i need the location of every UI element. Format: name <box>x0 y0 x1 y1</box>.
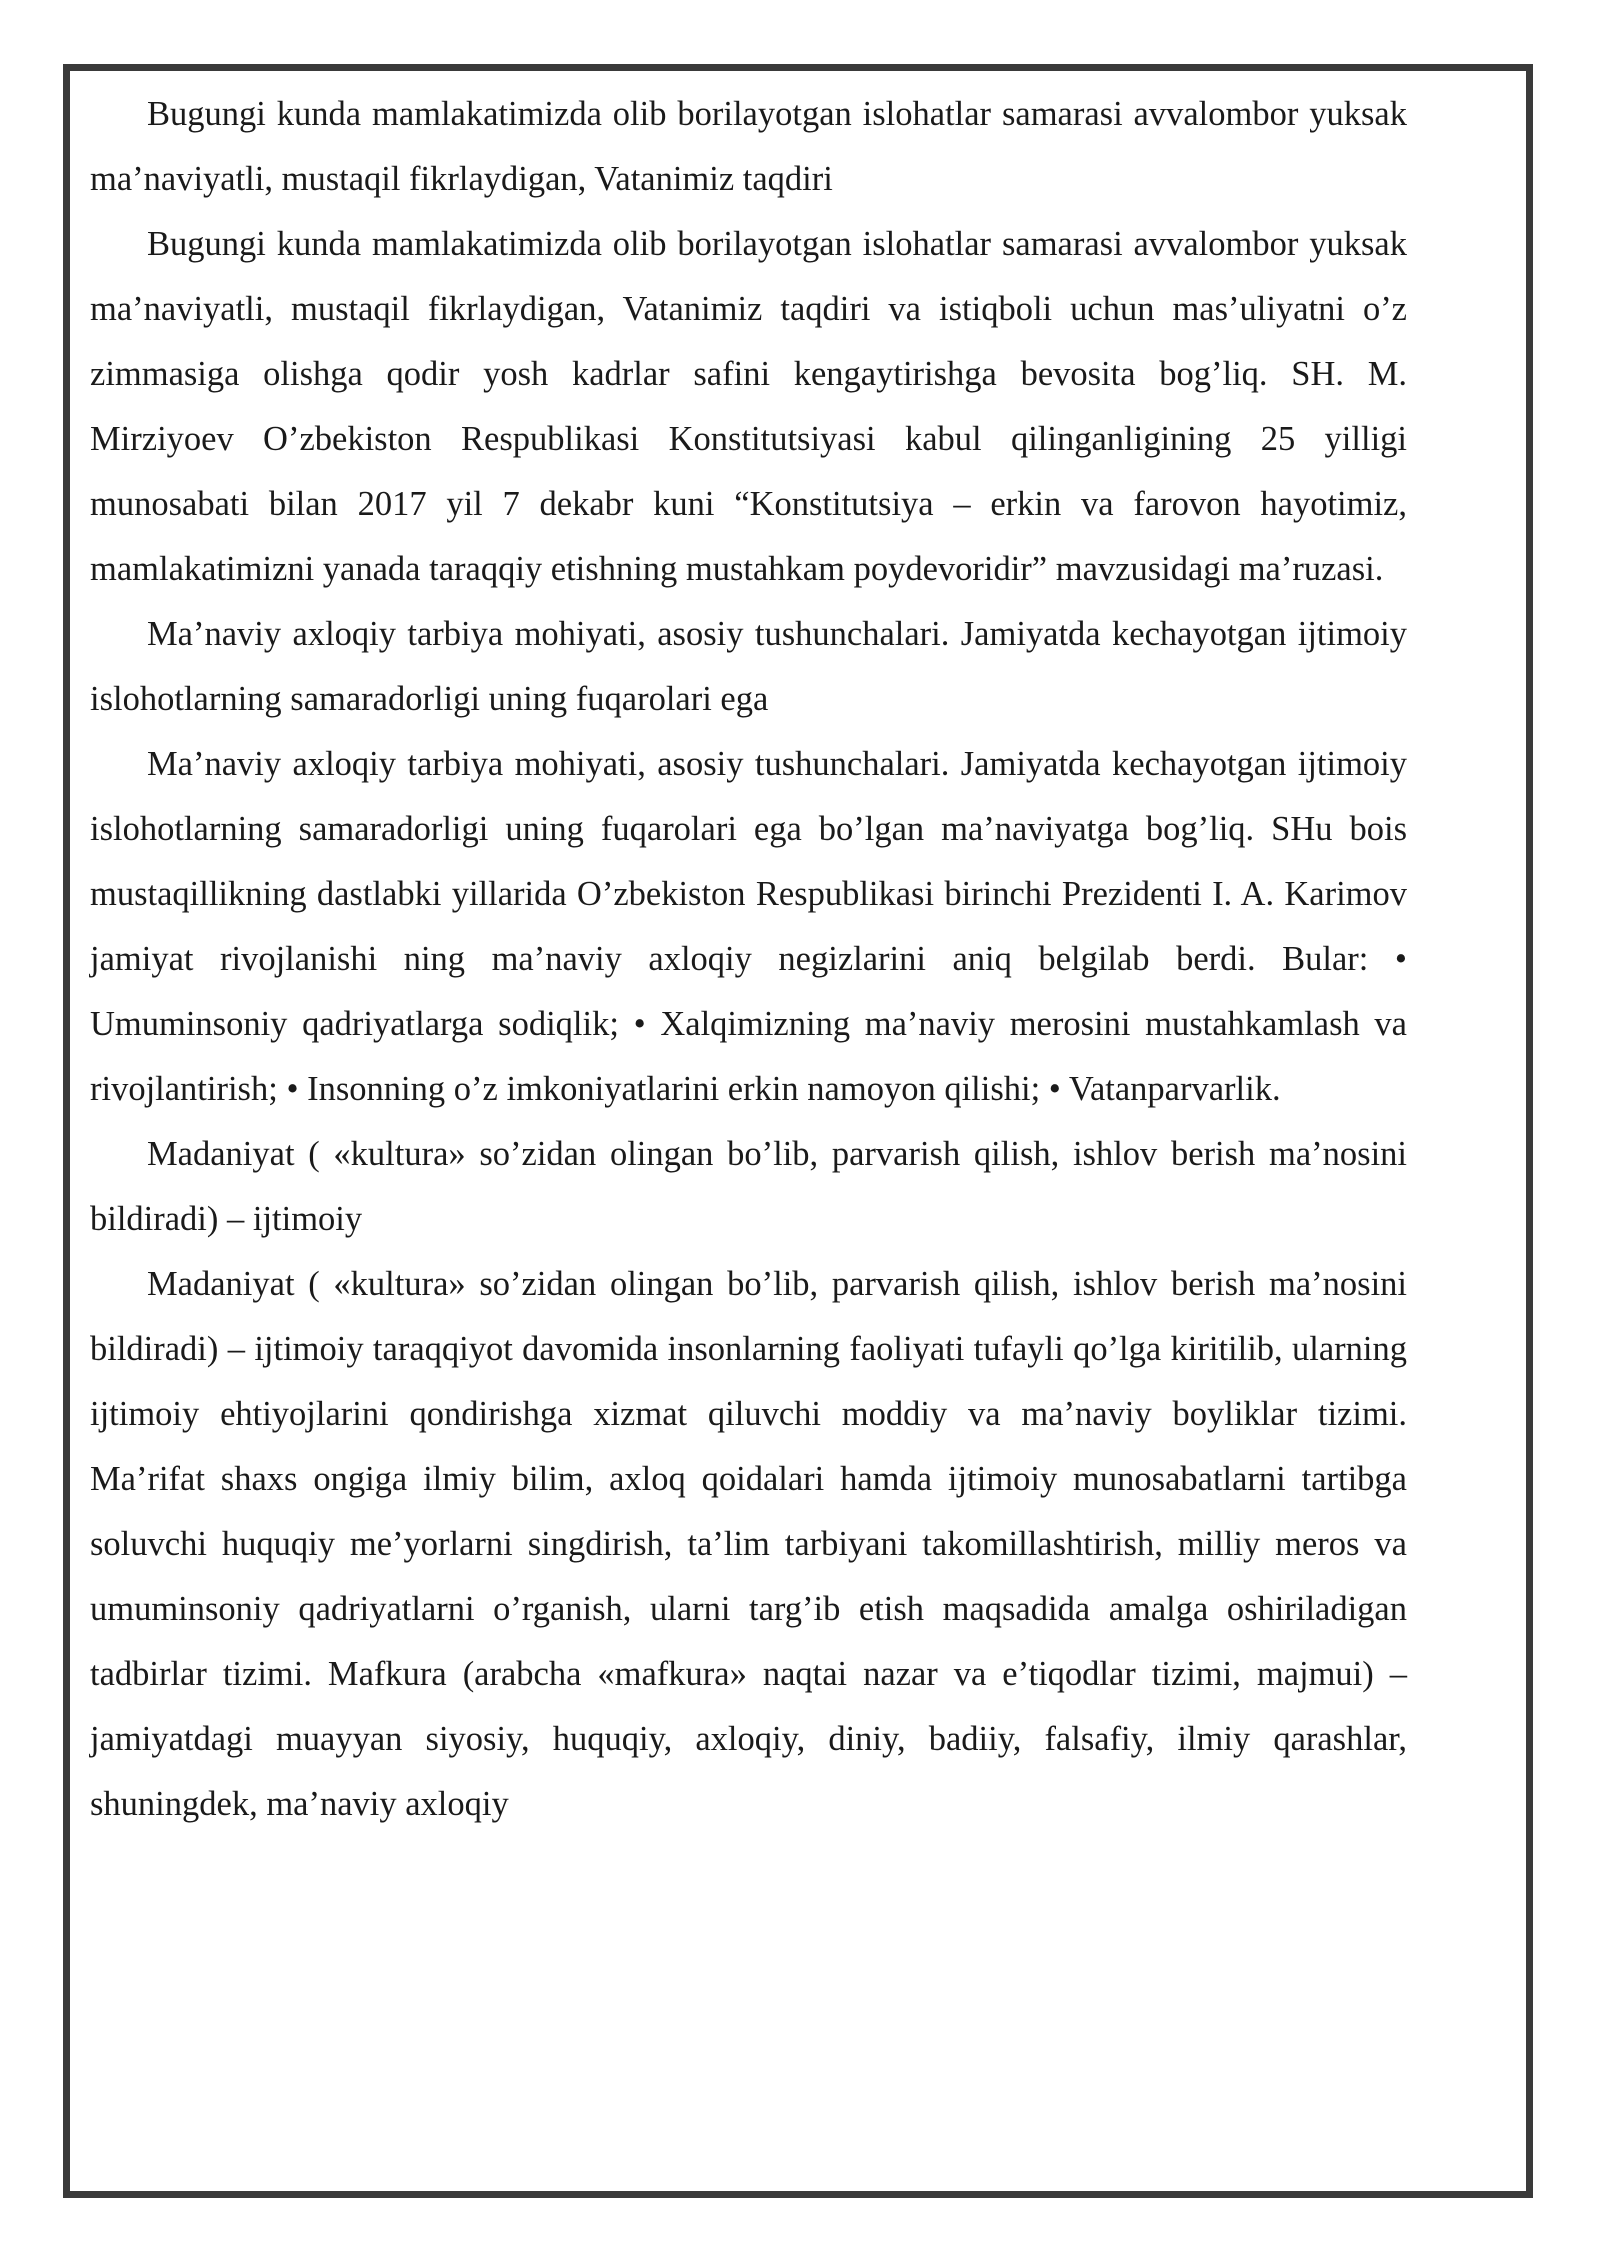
paragraph-4: Ma’naviy axloqiy tarbiya mohiyati, asosiy tushunchalari. Jamiyatda kechayotgan ijtimoiy islohotlarning samaradorligi uning fuqarolari ega bo’lgan ma’naviyatga bog’liq. SHu bois mustaqillikning dastlabki yillarida O’zbekiston Respublikasi birinchi Prezidenti I. A. Karimov jamiyat rivojlanishi ning ma’naviy axloqiy negizlarini aniq belgilab berdi. Bular: • Umuminsoniy qadriyatlarga sodiqlik; • Xalqimizning ma’naviy merosini mustahkamlash va rivojlantirish; • Insonning o’z imkoniyatlarini erkin namoyon qilishi; • Vatanparvarlik. <box>90 745 1407 1108</box>
paragraph-5: Madaniyat ( «kultura» so’zidan olingan bo’lib, parvarish qilish, ishlov berish ma’nosini bildiradi) – ijtimoiy <box>90 1135 1407 1238</box>
paragraph-2: Bugungi kunda mamlakatimizda olib borilayotgan islohatlar samarasi avvalombor yuksak ma’naviyatli, mustaqil fikrlaydigan, Vatanimiz taqdiri va istiqboli uchun mas’uliyatni o’z zimmasiga olishga qodir yosh kadrlar safini kengaytirishga bevosita bog’liq. SH. M. Mirziyoev O’zbekiston Respublikasi Konstitutsiyasi kabul qilinganligining 25 yilligi munosabati bilan 2017 yil 7 dekabr kuni “Konstitutsiya – erkin va farovon hayotimiz, mamlakatimizni yanada taraqqiy etishning mustahkam poydevoridir” mavzusidagi ma’ruzasi. <box>90 225 1407 588</box>
paragraph-6: Madaniyat ( «kultura» so’zidan olingan bo’lib, parvarish qilish, ishlov berish ma’nosini bildiradi) – ijtimoiy taraqqiyot davomida insonlarning faoliyati tufayli qo’lga kiritilib, ularning ijtimoiy ehtiyojlarini qondirishga xizmat qiluvchi moddiy va ma’naviy boyliklar tizimi. Ma’rifat shaxs ongiga ilmiy bilim, axloq qoidalari hamda ijtimoiy munosabatlarni tartibga soluvchi huquqiy me’yorlarni singdirish, ta’lim tarbiyani takomillashtirish, milliy meros va umuminsoniy qadriyatlarni o’rganish, ularni targ’ib etish maqsadida amalga oshiriladigan tadbirlar tizimi. Mafkura (arabcha «mafkura» naqtai nazar va e’tiqodlar tizimi, majmui) – jamiyatdagi muayyan siyosiy, huquqiy, axloqiy, diniy, badiiy, falsafiy, ilmiy qarashlar, shuningdek, ma’naviy axloqiy <box>90 1265 1407 1823</box>
document-body <box>90 82 1407 1837</box>
paragraph-3: Ma’naviy axloqiy tarbiya mohiyati, asosiy tushunchalari. Jamiyatda kechayotgan ijtimoiy islohotlarning samaradorligi uning fuqarolari ega <box>90 615 1407 718</box>
paragraph-1: Bugungi kunda mamlakatimizda olib borilayotgan islohatlar samarasi avvalombor yuksak ma’naviyatli, mustaqil fikrlaydigan, Vatanimiz taqdiri <box>90 95 1407 198</box>
